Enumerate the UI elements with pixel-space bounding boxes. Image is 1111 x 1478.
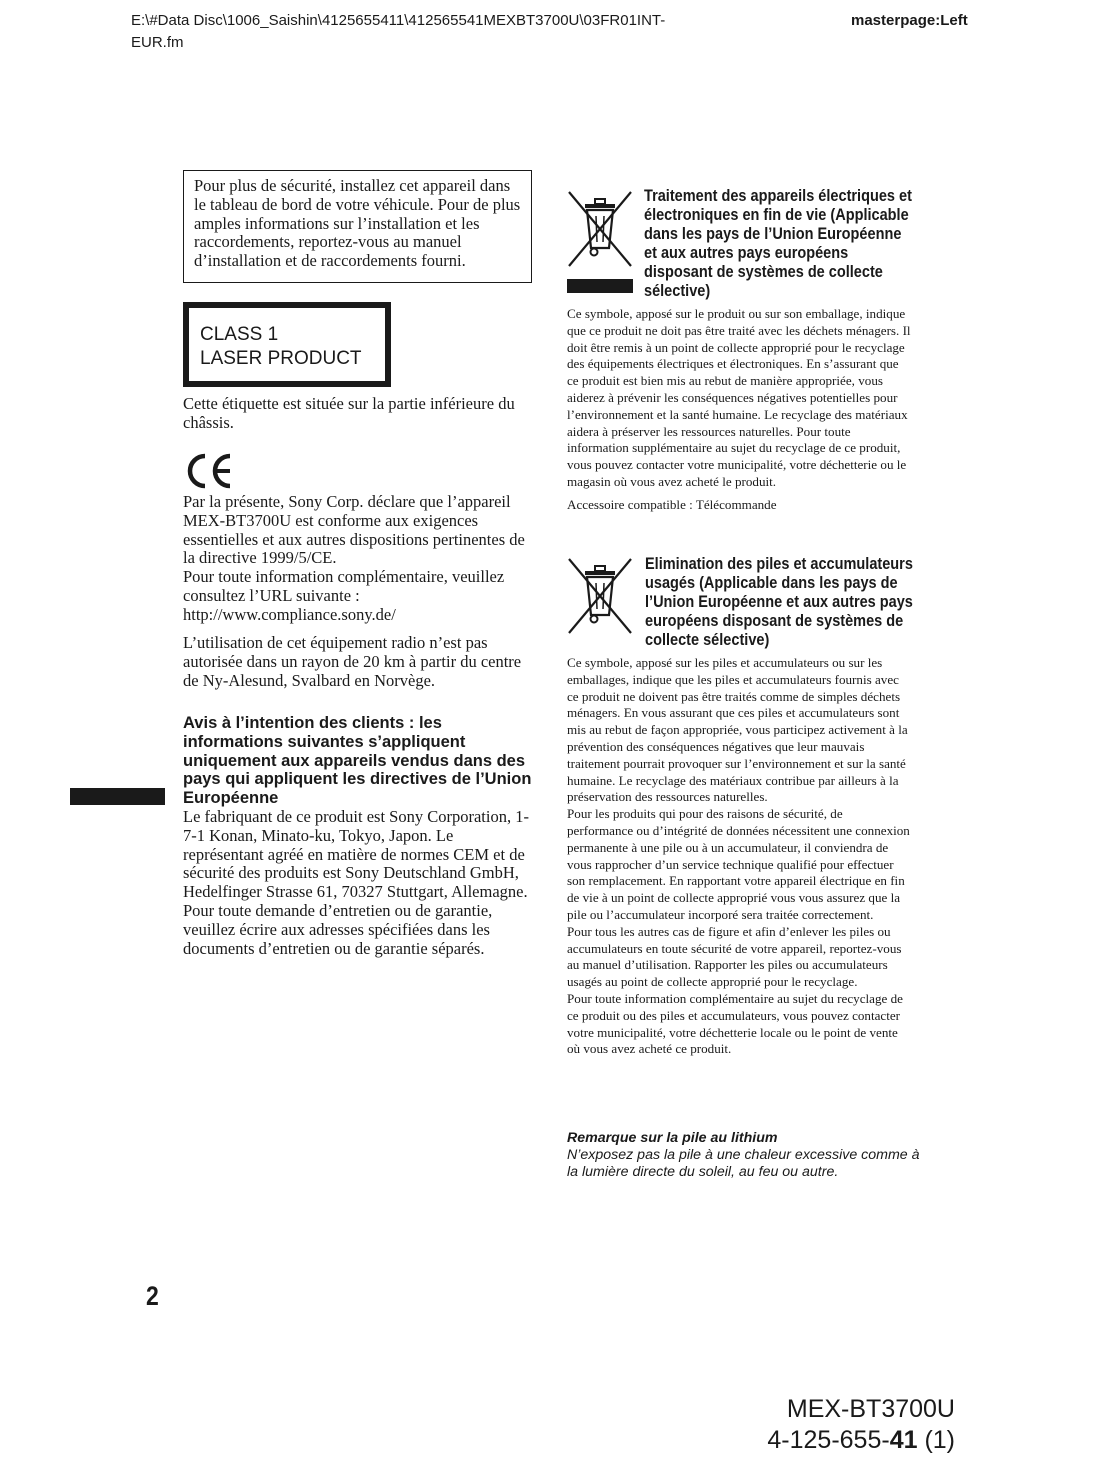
crossed-bin-icon	[567, 190, 633, 270]
label-location-text: Cette étiquette est située sur la partie inférieure du châssis.	[183, 394, 515, 432]
lithium-title: Remarque sur la pile au lithium	[567, 1130, 778, 1146]
battery-paragraph-3: Pour tous les autres cas de figure et afin d’enlever les piles ou accumulateurs en toute sécurité de votre appareil, reportez-vous au manuel d’utilisation. Rapporter les piles ou accumulateurs usagés au point de collecte approprié pour le recyclage.	[567, 923, 902, 990]
radio-restriction-text: L’utilisation de cet équipement radio n’est pas autorisée dans un rayon de 20 km à partir du centre de Ny-Alesund, Svalbard en Norvège.	[183, 633, 522, 690]
eu-notice-title: Avis à l’intention des clients : les informations suivantes s’appliquent uniquement aux appareils vendus dans des pays qui appliquent les directives de l’Union Européenne	[183, 714, 532, 808]
file-path	[131, 10, 771, 54]
eu-notice-body: Le fabriquant de ce produit est Sony Corporation, 1-7-1 Konan, Minato-ku, Tokyo, Japon. Le représentant agréé en matière de normes CEM et de sécurité des produits est Sony Deutschland GmbH, Hedelfinger Strasse 61, 70327 Stuttgart, Allemagne. Pour toute demande d’entretien ou de garantie, veuillez écrire aux adresses spécifiées dans les documents d’entretien ou de garantie séparés.	[183, 806, 529, 958]
battery-paragraph-4: Pour toute information complémentaire au sujet du recyclage de ce produit ou des piles et accumulateurs, vous pouvez contacter votre municipalité, votre déchetterie locale ou le point de vente où vous avez acheté ce produit.	[567, 990, 903, 1057]
safety-note-text: Pour plus de sécurité, installez cet appareil dans le tableau de bord de votre véhicule. Pour de plus amples informations sur l’installation et les raccordements, reportez-vous au manuel d’installation et de raccordements fourni.	[194, 176, 521, 271]
battery-paragraph-2: Pour les produits qui pour des raisons de sécurité, de performance ou d’intégrité de données nécessitent une connexion permanente à une pile ou à un accumulateur, il conviendra de vous rapprocher d’un service technique qualifié pour effectuer son remplacement. En rapportant votre appareil électrique en fin de vie à un point de collecte approprié vous vous assurez que la pile ou l’accumulateur incorporé sera traitée correctement.	[567, 806, 910, 922]
weee-bar-marker	[567, 279, 633, 293]
crossed-bin-battery-icon	[567, 557, 633, 637]
laser-product-label	[183, 302, 391, 387]
model-name: MEX-BT3700U	[786, 1395, 955, 1423]
battery-body	[567, 655, 912, 1058]
weee-body-text: Ce symbole, apposé sur le produit ou sur son emballage, indique que ce produit ne doit pas être traité avec les déchets ménagers. Il doit être remis à un point de collecte approprié pour le recyclage des équipements électriques et électroniques. En s’assurant que ce produit est bien mis au rebut de manière appropriée, vous aiderez à prévenir les conséquences négatives potentielles pour l’environnement et la santé humaine. Le recyclage des matériaux aidera à préserver les ressources naturelles. Pour toute information supplémentaire au sujet du recyclage de ce produit, vous pouvez contacter votre municipalité, votre déchetterie ou le magasin où vous avez acheté le produit.	[567, 306, 911, 489]
battery-paragraph-1: Ce symbole, apposé sur les piles et accumulateurs ou sur les emballages, indique que les piles et accumulateurs fournis avec ce produit ne doivent pas être traités comme de simples déchets ménagers. En vous assurant que ces piles et accumulateurs sont mis au rebut de façon appropriée, vous participez activement à la prévention des conséquences négatives que leur mauvais traitement pourrait provoquer sur l’environnement et sur la santé humaine. Le recyclage des matériaux contribue par ailleurs à la préservation des ressources naturelles.	[567, 655, 908, 805]
safety-note-box	[183, 170, 532, 283]
declaration-url: http://www.compliance.sony.de/	[183, 604, 396, 624]
lithium-note	[567, 1130, 927, 1181]
weee-title: Traitement des appareils électriques et électroniques en fin de vie (Applicable dans les pays de l’Union Européenne et aux autres pays européens disposant de systèmes de collecte sélective)	[644, 187, 912, 300]
file-path-line1: E:\#Data Disc\1006_Saishin\4125655411\412565541MEXBT3700U\03FR01INT-	[131, 12, 666, 29]
section-tab-marker	[70, 788, 165, 805]
part-number-prefix: 4-125-655-	[767, 1426, 890, 1454]
laser-label-line1: CLASS 1	[200, 324, 279, 345]
compatible-accessory: Accessoire compatible : Télécommande	[567, 496, 777, 512]
declaration-block	[183, 493, 535, 625]
laser-label-line2: LASER PRODUCT	[200, 348, 362, 369]
declaration-text: Par la présente, Sony Corp. déclare que l’appareil MEX-BT3700U est conforme aux exigences essentielles et aux autres dispositions pertinentes de la directive 1999/5/CE.	[183, 492, 525, 568]
footer-model-info	[767, 1394, 955, 1456]
lithium-body: N’exposez pas la pile à une chaleur excessive comme à la lumière directe du soleil, au feu ou autre.	[567, 1147, 920, 1180]
part-number-bold: 41	[889, 1426, 918, 1454]
masterpage-label: masterpage:Left	[851, 12, 968, 29]
weee-body	[567, 306, 912, 514]
page-number: 2	[146, 1281, 159, 1311]
battery-title: Elimination des piles et accumulateurs usagés (Applicable dans les pays de l’Union Européenne et aux autres pays européens disposant de systèmes de collecte sélective)	[645, 555, 913, 649]
part-number	[767, 1425, 955, 1456]
ce-mark-icon	[184, 452, 236, 490]
declaration-url-intro: Pour toute information complémentaire, veuillez consultez l’URL suivante :	[183, 567, 505, 605]
eu-notice	[183, 714, 535, 958]
file-path-line2: EUR.fm	[131, 34, 184, 51]
part-number-suffix: (1)	[917, 1426, 955, 1454]
